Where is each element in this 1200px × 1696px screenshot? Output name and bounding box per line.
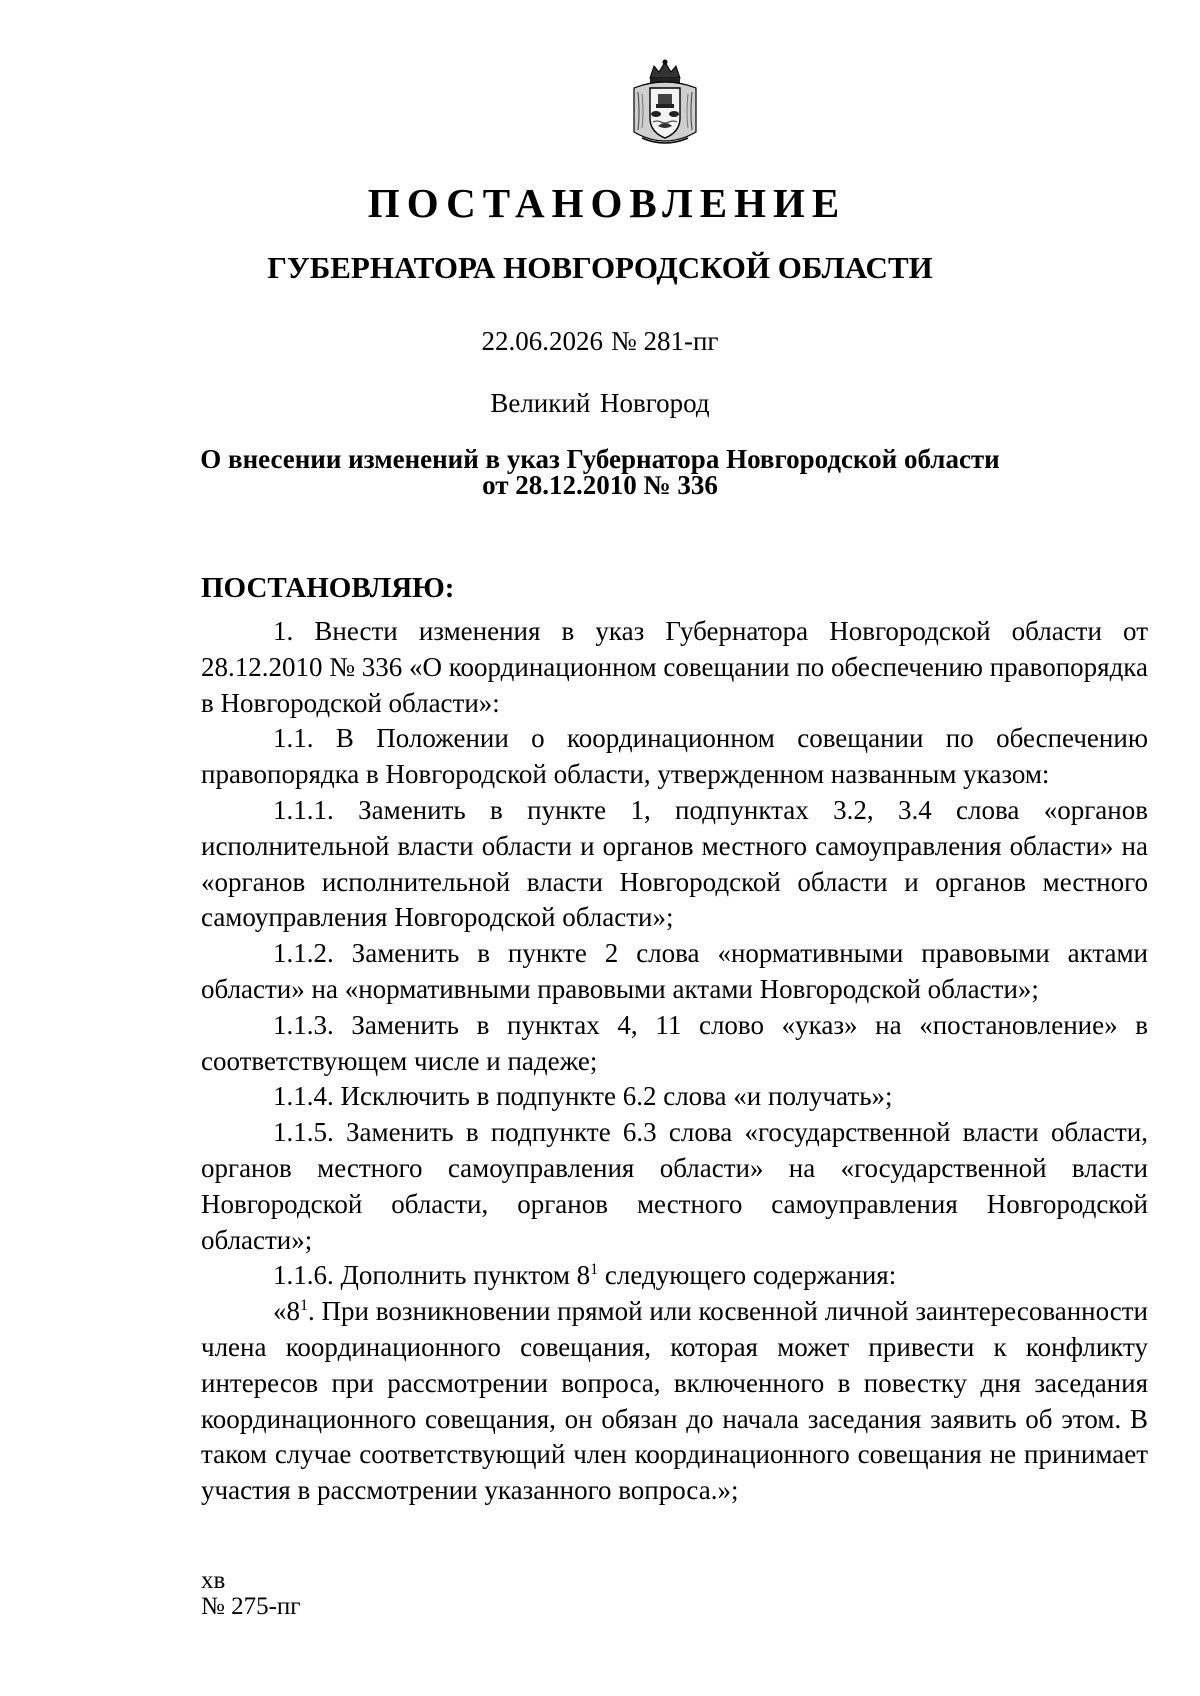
reference-number: № 275-пг [201,1593,301,1620]
paragraph-1-1-4: 1.1.4. Исключить в подпункте 6.2 слова «и получать»; [273,1081,893,1112]
quoted-clause-8-1 [201,1294,1148,1509]
paragraph-1-1-3: 1.1.3. Заменить в пунктах 4, 11 слово «указ» на «постановление» в соответствующем числе и падеже; [201,1009,1148,1076]
subject-line-1: О внесении изменений в указ Губернатора Новгородской области [200,444,1000,474]
date-number-line [0,324,1200,358]
paragraph-1-1-5: 1.1.5. Заменить в подпункте 6.3 слова «государственной власти области, органов местного самоуправления области» на «государственной власти Новгородской области, органов местного самоуправления Новгородской области»; [201,1117,1148,1255]
paragraph-1-1-6-text-a: 1.1.6. Дополнить пунктом 8 [273,1260,591,1291]
document-body [201,614,1148,1509]
document-city: Великий Новгород [490,388,710,418]
document-footer [201,1568,301,1620]
quoted-clause-text-a: «8 [273,1296,300,1327]
paragraph-1-1-1: 1.1.1. Заменить в пункте 1, подпунктах 3.2, 3.4 слова «органов исполнительной власти области и органов местного самоуправления области» на «органов исполнительной власти Новгородской области и органов местного самоуправления Новгородской области»; [201,794,1148,933]
paragraph-1-1-6 [201,1258,1148,1294]
paragraph-1-1: 1.1. В Положении о координационном совещании по обеспечению правопорядка в Новгородской области, утвержденном названным указом: [201,723,1148,790]
superscript: 1 [590,1261,599,1279]
document-number: № 281-пг [610,326,719,356]
paragraph-1-1-2: 1.1.2. Заменить в пункте 2 слова «нормативными правовыми актами области» на «нормативными правовыми актами Новгородской области»; [201,938,1148,1004]
decree-heading: ПОСТАНОВЛЯЮ: [201,572,455,604]
document-authority: ГУБЕРНАТОРА НОВГОРОДСКОЙ ОБЛАСТИ [267,250,933,285]
document-date: 22.06.2026 [481,326,603,356]
paragraph-1-1-6-text-b: следующего содержания: [598,1260,897,1291]
novgorod-coat-of-arms-icon [628,58,702,150]
document-title: ПОСТАНОВЛЕНИЕ [367,180,847,226]
superscript: 1 [300,1297,308,1315]
quoted-clause-text-b: . При возникновении прямой или косвенной личной заинтересованности члена координационного совещания, которая может привести к конфликту интересов при рассмотрении вопроса, включенного в повестку дня заседания координационного совещания, он обязан до начала заседания заявить об этом. В таком случае соответствующий член координационного совещания не принимает участия в рассмотрении указанного вопроса.»; [201,1296,1148,1506]
executor-initials: хв [201,1567,226,1594]
subject-line-2: от 28.12.2010 № 336 [482,470,718,500]
document-subject [0,446,1200,498]
paragraph-1: 1. Внести изменения в указ Губернатора Новгородской области от 28.12.2010 № 336 «О координационном совещании по обеспечению правопорядка в Новгородской области»: [201,616,1148,718]
